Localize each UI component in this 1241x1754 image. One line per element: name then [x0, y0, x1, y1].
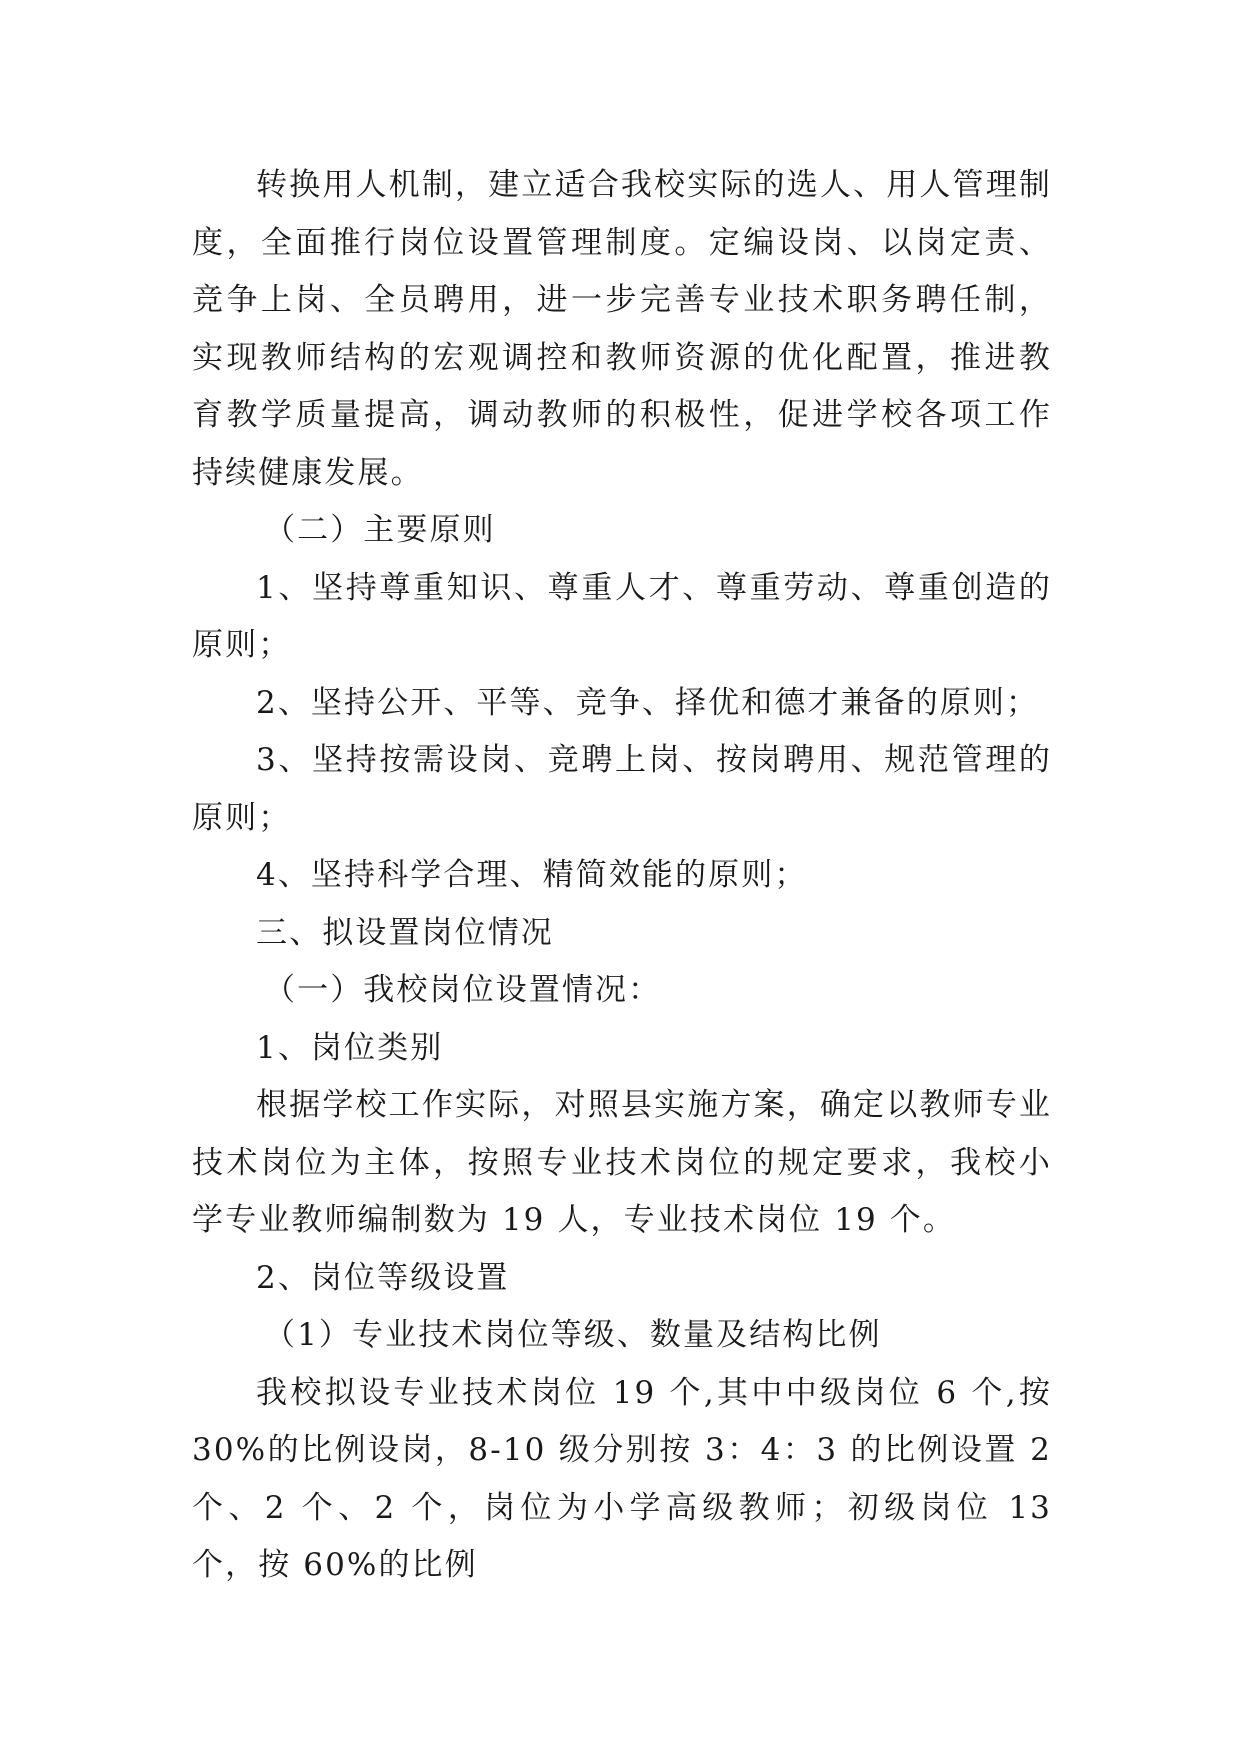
paragraph-position-category: 根据学校工作实际，对照县实施方案，确定以教师专业技术岗位为主体，按照专业技术岗位的规定要求，我校小学专业教师编制数为 19 人，专业技术岗位 19 个。	[192, 1087, 1052, 1238]
heading-technical-levels: （1）专业技术岗位等级、数量及结构比例	[264, 1317, 882, 1353]
heading-school-positions: （一）我校岗位设置情况：	[264, 972, 662, 1008]
heading-main-principles: （二）主要原则	[264, 512, 496, 548]
paragraph-mechanism: 转换用人机制，建立适合我校实际的选人、用人管理制度，全面推行岗位设置管理制度。定编设岗、以岗定责、竞争上岗、全员聘用，进一步完善专业技术职务聘任制，实现教师结构的宏观调控和教师资源的优化配置，推进教育教学质量提高，调动教师的积极性，促进学校各项工作持续健康发展。	[192, 167, 1052, 491]
document-body	[192, 157, 1052, 1595]
heading-position-levels: 2、岗位等级设置	[256, 1259, 510, 1296]
heading-position-category: 1、岗位类别	[256, 1029, 444, 1066]
principle-item-4: 4、坚持科学合理、精简效能的原则；	[256, 857, 808, 893]
principle-item-1: 1、坚持尊重知识、尊重人才、尊重劳动、尊重创造的原则；	[192, 569, 1052, 663]
principle-item-3: 3、坚持按需设岗、竞聘上岗、按岗聘用、规范管理的原则；	[192, 742, 1052, 836]
heading-section-three: 三、拟设置岗位情况	[256, 914, 554, 951]
paragraph-technical-levels: 我校拟设专业技术岗位 19 个,其中中级岗位 6 个,按 30%的比例设岗，8-10 级分别按 3：4：3 的比例设置 2 个、2 个、2 个，岗位为小学高级教师；初级岗位 13 个，按 60%的比例	[192, 1374, 1052, 1583]
principle-item-2: 2、坚持公开、平等、竞争、择优和德才兼备的原则；	[256, 684, 1040, 721]
